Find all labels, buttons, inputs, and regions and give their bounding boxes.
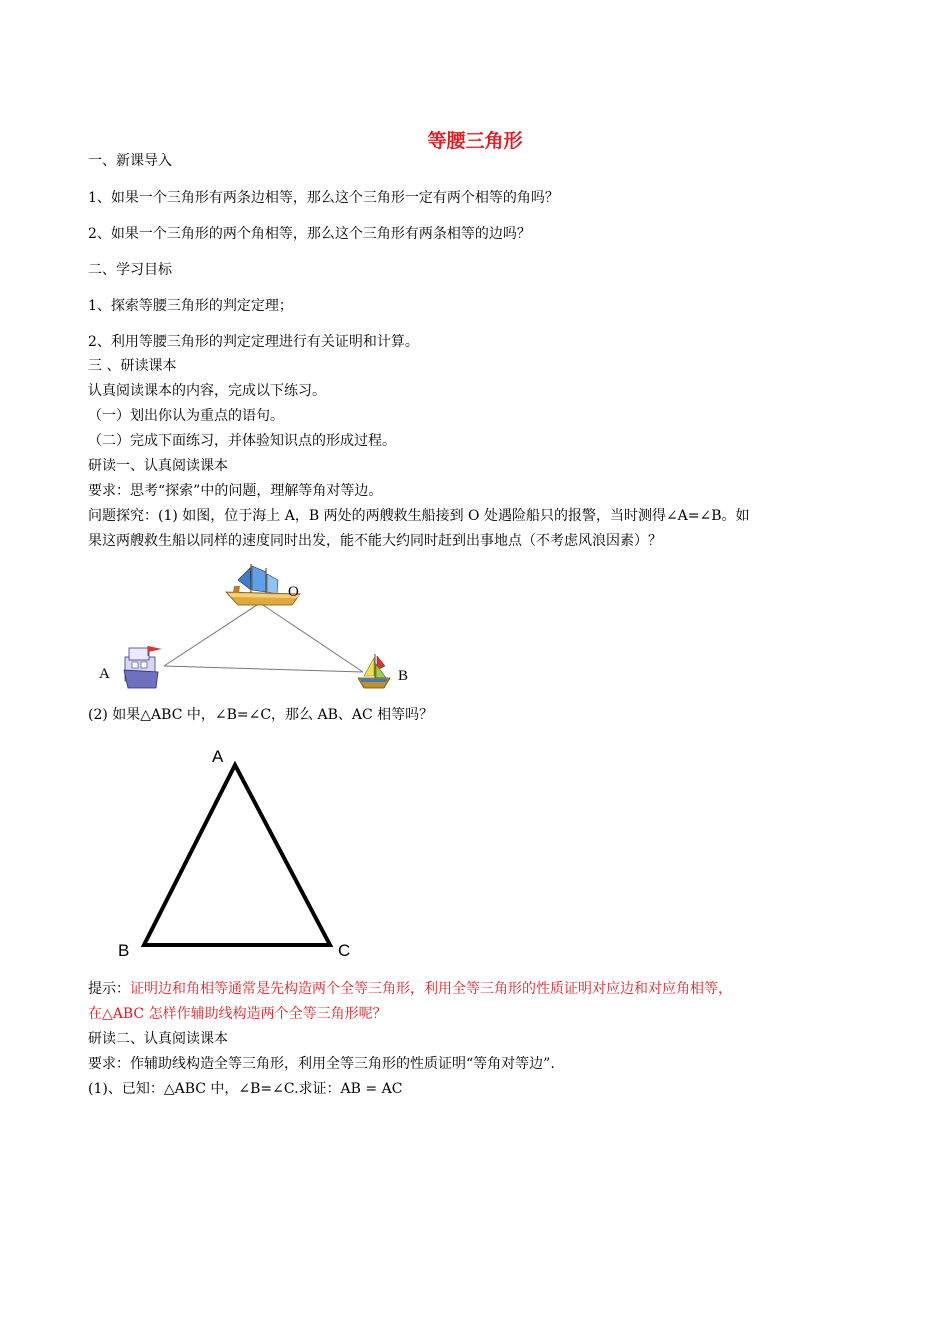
goal-1: 1、探索等腰三角形的判定定理； [88, 298, 293, 314]
ship-A-icon [124, 646, 162, 688]
study1-requirement: 要求：思考“探索”中的问题，理解等角对等边。 [88, 483, 383, 499]
hint-prefix: 提示： [88, 981, 130, 997]
section1-heading: 一、新课导入 [88, 153, 172, 169]
task-2: （二）完成下面练习，并体验知识点的形成过程。 [88, 433, 396, 449]
problem1-line1: 问题探究：(1) 如图，位于海上 A，B 两处的两艘救生船接到 O 处遇险船只的报警，当时测得∠A=∠B。如 [88, 508, 750, 524]
vertex-label-B: B [118, 941, 130, 960]
segment-BO [260, 603, 363, 672]
study2-requirement: 要求：作辅助线构造全等三角形，利用全等三角形的性质证明“等角对等边”. [88, 1056, 555, 1072]
section3-heading: 三 、研读课本 [88, 358, 177, 374]
intro-question-2: 2、如果一个三角形的两个角相等，那么这个三角形有两条相等的边吗？ [88, 226, 531, 242]
triangle-abc-figure [108, 740, 368, 970]
vertex-label-A: A [212, 747, 224, 766]
study2-heading: 研读二、认真阅读课本 [88, 1031, 228, 1047]
study1-heading: 研读一、认真阅读课本 [88, 458, 228, 474]
hint-text-1: 证明边和角相等通常是先构造两个全等三角形，利用全等三角形的性质证明对应边和对应角相等， [130, 981, 732, 997]
vertex-label-C: C [338, 941, 351, 960]
triangle-ABC [144, 765, 330, 945]
goal-2: 2、利用等腰三角形的判定定理进行有关证明和计算。 [88, 334, 419, 350]
segment-AB [164, 666, 363, 672]
ship-B-icon [358, 654, 390, 688]
reading-intro: 认真阅读课本的内容，完成以下练习。 [88, 383, 326, 399]
segment-AO [164, 603, 260, 666]
hint-line2: 在△ABC 怎样作辅助线构造两个全等三角形呢？ [88, 1006, 387, 1022]
label-O: O [288, 584, 299, 600]
problem1-line2: 果这两艘救生船以同样的速度同时出发，能不能大约同时赶到出事地点（不考虑风浪因素）？ [88, 533, 662, 549]
label-A: A [99, 666, 110, 682]
task-1: （一）划出你认为重点的语句。 [88, 408, 284, 424]
ships-figure [88, 560, 428, 695]
label-B: B [398, 668, 409, 684]
intro-question-1: 1、如果一个三角形有两条边相等，那么这个三角形一定有两个相等的角吗？ [88, 190, 559, 206]
problem2: (2) 如果△ABC 中，∠B=∠C，那么 AB、AC 相等吗？ [88, 707, 434, 723]
page-title: 等腰三角形 [427, 130, 523, 152]
section2-heading: 二、学习目标 [88, 262, 172, 278]
hint-line1 [88, 980, 732, 998]
study2-given: (1)、已知：△ABC 中，∠B=∠C.求证：AB = AC [88, 1081, 403, 1097]
